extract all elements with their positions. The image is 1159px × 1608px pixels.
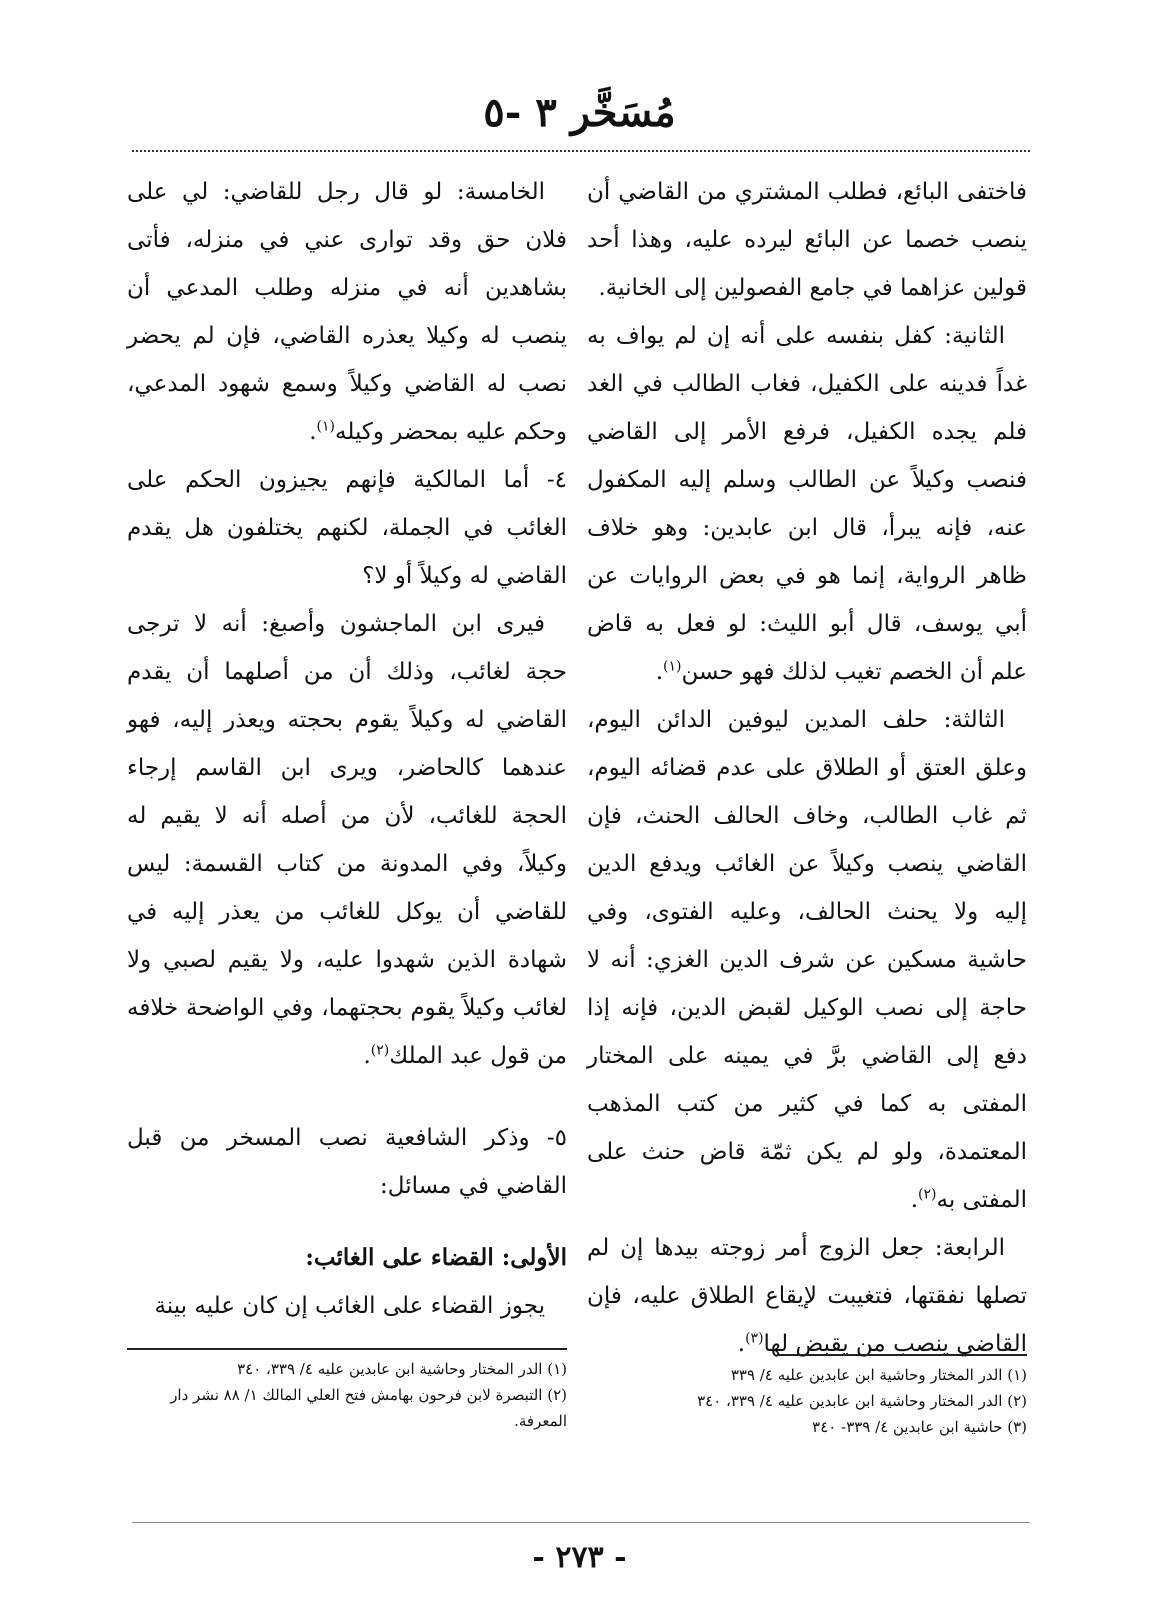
right-paragraph-1: فاختفى البائع، فطلب المشتري من القاضي أن ينصب خصما عن البائع ليرده عليه، وهذا أحد قولين عزاهما في جامع الفصولين إلى الخانية.	[587, 179, 1027, 301]
header-dotted-rule	[132, 150, 1030, 152]
right-footnote-rule	[777, 1354, 1027, 1356]
left-paragraph-2: ٤- أما المالكية فإنهم يجيزون الحكم على الغائب في الجملة، لكنهم يختلفون هل يقدم القاضي له وكيلاً أو لا؟	[127, 467, 567, 589]
left-paragraph-1: الخامسة: لو قال رجل للقاضي: لي على فلان حق وقد توارى عني في منزله، فأتى بشاهدين أنه في منزله وطلب المدعي أن ينصب له وكيلا يعذره القاضي، فإن لم يحضر نصب له القاضي وكيلاً وسمع شهود المدعي، وحكم عليه بمحضر وكيله$^{(١)}$.	[127, 179, 567, 445]
section-heading: الأولى: القضاء على الغائب:	[305, 1244, 567, 1271]
left-footnote-rule	[127, 1348, 567, 1350]
footnote-marker: (٢)	[918, 1186, 937, 1203]
left-footnotes	[127, 1356, 567, 1434]
right-paragraph-3: الثالثة: حلف المدين ليوفين الدائن اليوم، وعلق العتق أو الطلاق على عدم قضائه اليوم، ثم غاب الطالب، وخاف الحالف الحنث، فإن القاضي ينصب وكيلاً عن الغائب ويدفع الدين إليه ولا يحنث الحالف، وعليه الفتوى، وفي حاشية مسكين عن شرف الدين الغزي: أنه لا حاجة إلى نصب الوكيل لقبض الدين، فإنه إذا دفع إلى القاضي برَّ في يمينه على المختار المفتى به كما في كثير من كتب المذهب المعتمدة، ولو لم يكن ثمّة قاض حنث على المفتى به$^{(٢)}$.	[587, 707, 1027, 1213]
footnote-text: (٣) حاشية ابن عابدين ٤/ ٣٣٩- ٣٤٠	[812, 1418, 1027, 1436]
footnote-text: (١) الدر المختار وحاشية ابن عابدين عليه ٤/ ٣٣٩	[730, 1366, 1027, 1384]
right-paragraph-2: الثانية: كفل بنفسه على أنه إن لم يواف به غداً فدينه على الكفيل، فغاب الطالب في الغد فلم يجده الكفيل، فرفع الأمر إلى القاضي فنصب وكيلاً عن الطالب وسلم إليه المكفول عنه، فإنه يبرأ، قال ابن عابدين: وهو خلاف ظاهر الرواية، إنما هو في بعض الروايات عن أبي يوسف، قال أبو الليث: لو فعل به قاض علم أن الخصم تغيب لذلك فهو حسن$^{(١)}$.	[587, 323, 1027, 685]
left-paragraph-3: فيرى ابن الماجشون وأصبغ: أنه لا ترجى حجة لغائب، وذلك أن من أصلهما أن يقدم القاضي له وكيلاً يقوم بحجته ويعذر إليه، فهو عندهما كالحاضر، ويرى ابن القاسم إرجاء الحجة للغائب، لأن من أصله أنه لا يقيم له وكيلاً، وفي المدونة من كتاب القسمة: ليس للقاضي أن يوكل للغائب من يعذر إليه في شهادة الذين شهدوا عليه، ولا يقيم لصبي ولا لغائب وكيلاً يقوم بحجتهما، وفي الواضحة خلافه من قول عبد الملك$^{(٢)}$.	[127, 611, 567, 1069]
footnote-marker: (٣)	[745, 1330, 764, 1347]
right-column	[587, 168, 1027, 1368]
page-header-title: مُسَخَّر ٣ -٥	[483, 89, 676, 136]
left-column	[127, 168, 567, 1330]
page-number: - ٢٧٣ -	[532, 1540, 627, 1575]
footer-rule	[132, 1522, 1030, 1523]
footnote-marker: (٢)	[370, 1042, 390, 1059]
footnote-text: (٢) الدر المختار وحاشية ابن عابدين عليه ٤/ ٣٣٩، ٣٤٠	[697, 1392, 1027, 1410]
footnote-marker: (١)	[316, 418, 335, 435]
right-paragraph-4: الرابعة: جعل الزوج أمر زوجته بيدها إن لم تصلها نفقتها، فتغيبت لإيقاع الطلاق عليه، فإن القاضي ينصب من يقبض لها$^{(٣)}$.	[587, 1235, 1027, 1357]
footnote-text: (١) الدر المختار وحاشية ابن عابدين عليه ٤/ ٣٣٩، ٣٤٠	[237, 1360, 567, 1378]
footnote-marker: (١)	[663, 658, 682, 675]
left-paragraph-4: ٥- وذكر الشافعية نصب المسخر من قبل القاضي في مسائل:	[127, 1125, 567, 1199]
left-paragraph-5: يجوز القضاء على الغائب إن كان عليه بينة	[154, 1293, 545, 1319]
right-footnotes	[587, 1362, 1027, 1440]
footnote-text: (٢) التبصرة لابن فرحون بهامش فتح العلي المالك ١/ ٨٨ نشر دار المعرفة.	[170, 1386, 567, 1430]
